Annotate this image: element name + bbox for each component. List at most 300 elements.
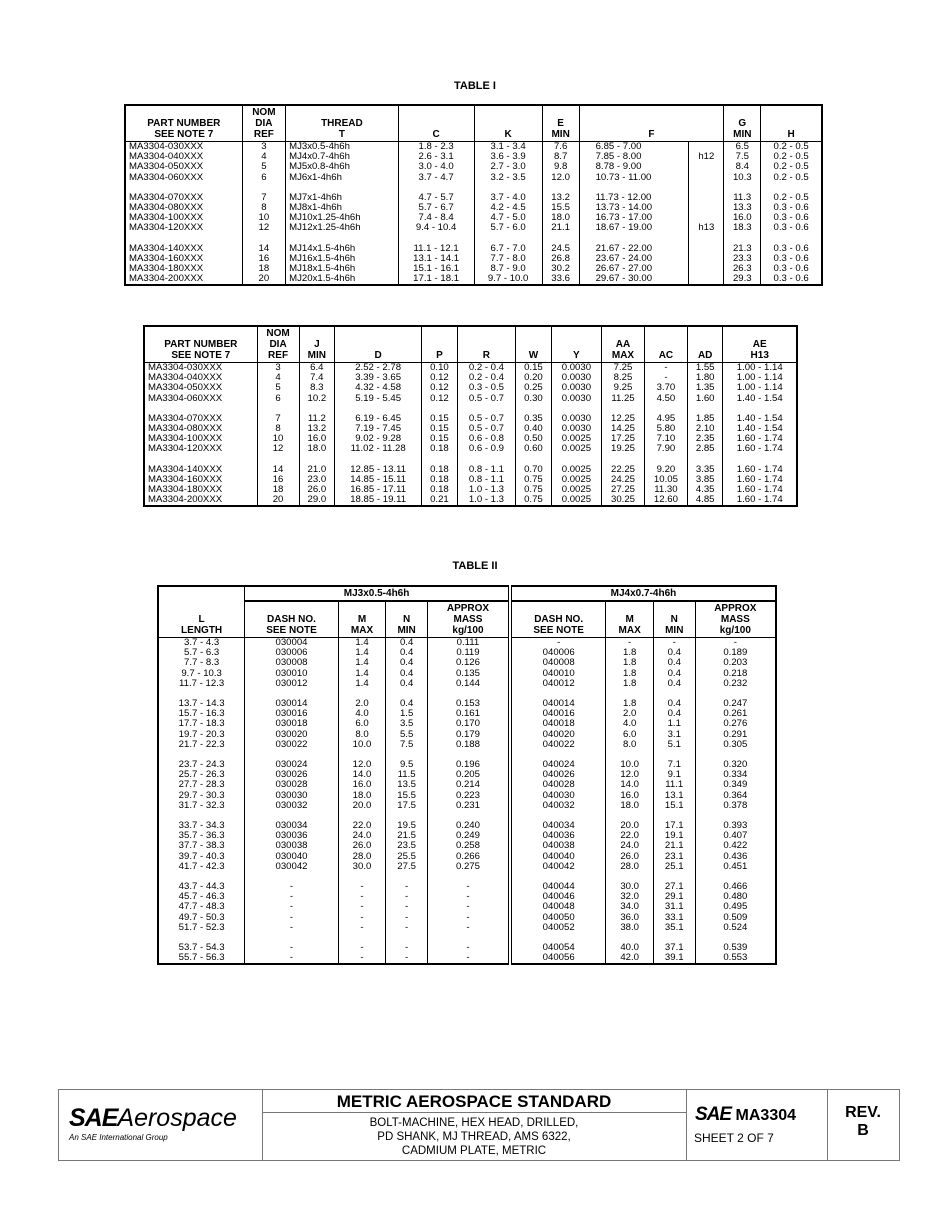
f-value: 16.73 - 17.00 (579, 213, 689, 223)
dash-no-mj4: 040016 (510, 709, 606, 719)
n-min-mj3: - (386, 943, 428, 953)
g-min: 18.3 (724, 223, 761, 233)
m-max-mj3: 22.0 (338, 821, 386, 831)
m-max-mj3: 1.4 (338, 669, 386, 679)
ac-value: - (644, 373, 687, 383)
n-min-mj3: - (386, 913, 428, 923)
title-cell (262, 1090, 687, 1160)
w-value: 0.20 (516, 373, 552, 383)
ae-h13: 1.60 - 1.74 (723, 475, 797, 485)
dash-no-mj3: 030040 (245, 852, 339, 862)
aerospace-logo-text: Aerospace (117, 1104, 237, 1132)
k-value: 9.7 - 10.0 (474, 274, 542, 285)
ad-value: 1.60 (687, 394, 723, 404)
mass-mj4: 0.349 (695, 780, 776, 790)
dash-no-mj4: 040050 (510, 913, 606, 923)
dash-no-mj3: - (245, 882, 339, 892)
r-value: 0.2 - 0.4 (457, 373, 515, 383)
mass-mj4: - (695, 638, 776, 649)
h-value: 0.3 - 0.6 (761, 254, 822, 264)
ae-h13: 1.00 - 1.14 (723, 383, 797, 393)
nom-dia: 6 (257, 394, 299, 404)
length: 27.7 - 28.3 (158, 780, 245, 790)
mass-mj3: 0.205 (428, 770, 510, 780)
mass-mj3: - (428, 953, 510, 964)
d-value: 2.52 - 2.78 (335, 363, 422, 374)
n-min-mj4: 3.1 (653, 730, 695, 740)
m-max-mj4: 34.0 (606, 902, 654, 912)
y-value: 0.0030 (551, 383, 601, 393)
table-row (125, 254, 822, 264)
thread: MJ7x1-4h6h (286, 193, 399, 203)
column-header: J MIN (299, 326, 335, 363)
dash-no-mj4: 040040 (510, 852, 606, 862)
ae-h13: 1.60 - 1.74 (723, 485, 797, 495)
mass-mj4: 0.305 (695, 740, 776, 750)
nom-dia: 14 (257, 465, 299, 475)
m-max-mj3: - (338, 913, 386, 923)
g-min: 8.4 (724, 162, 761, 172)
p-value: 0.15 (422, 424, 458, 434)
c-value: 1.8 - 2.3 (398, 142, 474, 153)
h-value: 0.3 - 0.6 (761, 223, 822, 233)
column-header: K (474, 105, 542, 142)
column-header: AA MAX (602, 326, 645, 363)
dash-no-mj4: 040056 (510, 953, 606, 964)
nom-dia: 8 (257, 424, 299, 434)
column-header: AD (687, 326, 723, 363)
k-value: 3.1 - 3.4 (474, 142, 542, 153)
column-header: H (761, 105, 822, 142)
n-min-mj3: 23.5 (386, 841, 428, 851)
f-tolerance (689, 203, 724, 213)
r-value: 1.0 - 1.3 (457, 495, 515, 506)
table-1-part-2 (143, 325, 798, 507)
f-value: 11.73 - 12.00 (579, 193, 689, 203)
f-tolerance (689, 264, 724, 274)
h-value: 0.3 - 0.6 (761, 264, 822, 274)
mass-mj4: 0.509 (695, 913, 776, 923)
h-value: 0.2 - 0.5 (761, 152, 822, 162)
aa-max: 11.25 (602, 394, 645, 404)
n-min-mj3: 9.5 (386, 760, 428, 770)
part-number: MA3304-140XXX (125, 244, 242, 254)
mass-mj4: 0.364 (695, 791, 776, 801)
p-value: 0.15 (422, 434, 458, 444)
nom-dia: 16 (257, 475, 299, 485)
n-min-mj3: 25.5 (386, 852, 428, 862)
c-value: 7.4 - 8.4 (398, 213, 474, 223)
n-min-mj3: 19.5 (386, 821, 428, 831)
d-value: 16.85 - 17.11 (335, 485, 422, 495)
n-min-mj3: - (386, 882, 428, 892)
nom-dia: 3 (257, 363, 299, 374)
nom-dia: 5 (257, 383, 299, 393)
m-max-mj4: 22.0 (606, 831, 654, 841)
d-value: 3.39 - 3.65 (335, 373, 422, 383)
m-max-mj3: 30.0 (338, 862, 386, 872)
mass-mj3: 0.275 (428, 862, 510, 872)
dash-no-mj4: 040022 (510, 740, 606, 750)
mass-mj4: 0.276 (695, 719, 776, 729)
n-min-mj3: - (386, 892, 428, 902)
y-value: 0.0025 (551, 485, 601, 495)
mass-mj4: 0.466 (695, 882, 776, 892)
nom-dia: 18 (257, 485, 299, 495)
n-min-mj4: 19.1 (653, 831, 695, 841)
g-min: 11.3 (724, 193, 761, 203)
mass-mj3: - (428, 923, 510, 933)
mass-mj4: 0.422 (695, 841, 776, 851)
m-max-mj4: 1.8 (606, 658, 654, 668)
dash-no-mj3: 030010 (245, 669, 339, 679)
f-value: 26.67 - 27.00 (579, 264, 689, 274)
dash-no-mj4: 040048 (510, 902, 606, 912)
ac-value: 3.70 (644, 383, 687, 393)
m-max-mj3: 1.4 (338, 638, 386, 649)
ad-value: 1.55 (687, 363, 723, 374)
mass-mj4: 0.553 (695, 953, 776, 964)
n-min-mj3: - (386, 953, 428, 964)
table-row (125, 173, 822, 183)
m-max-mj3: 26.0 (338, 841, 386, 851)
j-min: 10.2 (299, 394, 335, 404)
w-value: 0.70 (516, 465, 552, 475)
dash-no-mj4: 040036 (510, 831, 606, 841)
ad-value: 4.35 (687, 485, 723, 495)
k-value: 3.7 - 4.0 (474, 193, 542, 203)
column-header: APPROX MASS kg/100 (695, 601, 776, 638)
h-value: 0.3 - 0.6 (761, 244, 822, 254)
mass-mj4: 0.189 (695, 648, 776, 658)
ac-value: 4.95 (644, 414, 687, 424)
n-min-mj4: - (653, 638, 695, 649)
m-max-mj3: 1.4 (338, 679, 386, 689)
k-value: 5.7 - 6.0 (474, 223, 542, 233)
dash-no-mj3: 030026 (245, 770, 339, 780)
n-min-mj4: 7.1 (653, 760, 695, 770)
length: 23.7 - 24.3 (158, 760, 245, 770)
p-value: 0.18 (422, 475, 458, 485)
thread: MJ4x0.7-4h6h (286, 152, 399, 162)
m-max-mj4: 36.0 (606, 913, 654, 923)
length: 19.7 - 20.3 (158, 730, 245, 740)
g-min: 13.3 (724, 203, 761, 213)
d-value: 6.19 - 6.45 (335, 414, 422, 424)
mass-mj3: 0.188 (428, 740, 510, 750)
mass-mj3: 0.179 (428, 730, 510, 740)
m-max-mj4: 20.0 (606, 821, 654, 831)
dash-no-mj3: 030008 (245, 658, 339, 668)
sheet-number: SHEET 2 OF 7 (694, 1131, 774, 1145)
column-header: C (398, 105, 474, 142)
m-max-mj4: 38.0 (606, 923, 654, 933)
k-value: 4.7 - 5.0 (474, 213, 542, 223)
f-value: 10.73 - 11.00 (579, 173, 689, 183)
e-min: 26.8 (542, 254, 579, 264)
k-value: 3.2 - 3.5 (474, 173, 542, 183)
d-value: 9.02 - 9.28 (335, 434, 422, 444)
dash-no-mj3: - (245, 943, 339, 953)
j-min: 8.3 (299, 383, 335, 393)
k-value: 4.2 - 4.5 (474, 203, 542, 213)
j-min: 7.4 (299, 373, 335, 383)
n-min-mj4: 17.1 (653, 821, 695, 831)
ad-value: 4.85 (687, 495, 723, 506)
column-header: PART NUMBER SEE NOTE 7 (144, 326, 257, 363)
aa-max: 12.25 (602, 414, 645, 424)
e-min: 18.0 (542, 213, 579, 223)
mass-mj4: 0.320 (695, 760, 776, 770)
d-value: 14.85 - 15.11 (335, 475, 422, 485)
c-value: 3.7 - 4.7 (398, 173, 474, 183)
length: 47.7 - 48.3 (158, 902, 245, 912)
part-number: MA3304-120XXX (144, 444, 257, 454)
m-max-mj4: 8.0 (606, 740, 654, 750)
part-number: MA3304-030XXX (125, 142, 242, 153)
n-min-mj4: 23.1 (653, 852, 695, 862)
dash-no-mj4: 040018 (510, 719, 606, 729)
dash-no-mj4: 040024 (510, 760, 606, 770)
mass-mj3: 0.258 (428, 841, 510, 851)
mass-mj3: 0.266 (428, 852, 510, 862)
aa-max: 8.25 (602, 373, 645, 383)
e-min: 21.1 (542, 223, 579, 233)
aa-max: 19.25 (602, 444, 645, 454)
f-value: 23.67 - 24.00 (579, 254, 689, 264)
mass-mj4: 0.451 (695, 862, 776, 872)
length: 29.7 - 30.3 (158, 791, 245, 801)
g-min: 7.5 (724, 152, 761, 162)
r-value: 0.8 - 1.1 (457, 465, 515, 475)
y-value: 0.0030 (551, 414, 601, 424)
m-max-mj3: 1.4 (338, 658, 386, 668)
ae-h13: 1.60 - 1.74 (723, 495, 797, 506)
k-value: 3.6 - 3.9 (474, 152, 542, 162)
mass-mj3: - (428, 892, 510, 902)
part-number: MA3304-060XXX (144, 394, 257, 404)
thread: MJ3x0.5-4h6h (286, 142, 399, 153)
e-min: 33.6 (542, 274, 579, 285)
length: 35.7 - 36.3 (158, 831, 245, 841)
column-header: L LENGTH (158, 601, 245, 638)
y-value: 0.0030 (551, 424, 601, 434)
c-value: 11.1 - 12.1 (398, 244, 474, 254)
thread: MJ6x1-4h6h (286, 173, 399, 183)
dash-no-mj3: 030006 (245, 648, 339, 658)
p-value: 0.12 (422, 383, 458, 393)
f-value: 8.78 - 9.00 (579, 162, 689, 172)
mass-mj4: 0.539 (695, 943, 776, 953)
part-number: MA3304-070XXX (144, 414, 257, 424)
m-max-mj3: 8.0 (338, 730, 386, 740)
c-value: 9.4 - 10.4 (398, 223, 474, 233)
n-min-mj4: 15.1 (653, 801, 695, 811)
part-number: MA3304-080XXX (144, 424, 257, 434)
mass-mj3: 0.223 (428, 791, 510, 801)
f-value: 18.67 - 19.00 (579, 223, 689, 233)
nom-dia: 4 (257, 373, 299, 383)
ac-value: 4.50 (644, 394, 687, 404)
length: 11.7 - 12.3 (158, 679, 245, 689)
header-blank (158, 586, 245, 601)
ae-h13: 1.40 - 1.54 (723, 394, 797, 404)
nom-dia: 10 (257, 434, 299, 444)
mass-mj3: 0.153 (428, 699, 510, 709)
table-row (125, 274, 822, 285)
group-header-mj4: MJ4x0.7-4h6h (510, 586, 776, 601)
c-value: 5.7 - 6.7 (398, 203, 474, 213)
dash-no-mj4: 040012 (510, 679, 606, 689)
nom-dia: 8 (242, 203, 286, 213)
f-tolerance (689, 193, 724, 203)
g-min: 23.3 (724, 254, 761, 264)
j-min: 11.2 (299, 414, 335, 424)
length: 43.7 - 44.3 (158, 882, 245, 892)
n-min-mj4: 1.1 (653, 719, 695, 729)
thread: MJ8x1-4h6h (286, 203, 399, 213)
nom-dia: 6 (242, 173, 286, 183)
mass-mj4: 0.218 (695, 669, 776, 679)
part-number: MA3304-140XXX (144, 465, 257, 475)
c-value: 2.6 - 3.1 (398, 152, 474, 162)
mass-mj3: - (428, 902, 510, 912)
m-max-mj3: 18.0 (338, 791, 386, 801)
m-max-mj3: 14.0 (338, 770, 386, 780)
mass-mj4: 0.261 (695, 709, 776, 719)
column-header: NOM DIA REF (242, 105, 286, 142)
ae-h13: 1.60 - 1.74 (723, 465, 797, 475)
dash-no-mj3: - (245, 902, 339, 912)
d-value: 5.19 - 5.45 (335, 394, 422, 404)
p-value: 0.18 (422, 485, 458, 495)
c-value: 17.1 - 18.1 (398, 274, 474, 285)
f-value: 29.67 - 30.00 (579, 274, 689, 285)
logo-tagline: An SAE International Group (69, 1133, 168, 1142)
j-min: 21.0 (299, 465, 335, 475)
table-row (125, 142, 822, 153)
thread: MJ16x1.5-4h6h (286, 254, 399, 264)
dash-no-mj4: 040032 (510, 801, 606, 811)
n-min-mj3: 17.5 (386, 801, 428, 811)
nom-dia: 12 (257, 444, 299, 454)
w-value: 0.75 (516, 475, 552, 485)
mass-mj3: 0.196 (428, 760, 510, 770)
nom-dia: 4 (242, 152, 286, 162)
r-value: 0.5 - 0.7 (457, 394, 515, 404)
h-value: 0.3 - 0.6 (761, 274, 822, 285)
table-row (125, 223, 822, 233)
y-value: 0.0030 (551, 363, 601, 374)
mass-mj4: 0.480 (695, 892, 776, 902)
dash-no-mj3: 030038 (245, 841, 339, 851)
part-number: MA3304-070XXX (125, 193, 242, 203)
j-min: 16.0 (299, 434, 335, 444)
w-value: 0.30 (516, 394, 552, 404)
m-max-mj3: - (338, 882, 386, 892)
n-min-mj4: 0.4 (653, 699, 695, 709)
part-number: MA3304-050XXX (125, 162, 242, 172)
dash-no-mj3: 030036 (245, 831, 339, 841)
m-max-mj3: - (338, 943, 386, 953)
f-tolerance (689, 173, 724, 183)
n-min-mj4: 0.4 (653, 709, 695, 719)
length: 15.7 - 16.3 (158, 709, 245, 719)
y-value: 0.0025 (551, 444, 601, 454)
y-value: 0.0025 (551, 434, 601, 444)
document-number: MA3304 (735, 1107, 797, 1124)
c-value: 3.0 - 4.0 (398, 162, 474, 172)
m-max-mj4: 6.0 (606, 730, 654, 740)
m-max-mj4: 16.0 (606, 791, 654, 801)
table-row (158, 923, 776, 933)
dash-no-mj4: 040046 (510, 892, 606, 902)
n-min-mj4: 0.4 (653, 648, 695, 658)
e-min: 7.6 (542, 142, 579, 153)
dash-no-mj4: 040008 (510, 658, 606, 668)
e-min: 24.5 (542, 244, 579, 254)
sae-aerospace-logo (69, 1104, 237, 1133)
table-row (158, 862, 776, 872)
mass-mj4: 0.378 (695, 801, 776, 811)
column-header: DASH NO. SEE NOTE (245, 601, 339, 638)
nom-dia: 12 (242, 223, 286, 233)
mass-mj4: 0.436 (695, 852, 776, 862)
sae-small-logo: SAE (695, 1104, 732, 1125)
length: 45.7 - 46.3 (158, 892, 245, 902)
length: 55.7 - 56.3 (158, 953, 245, 964)
ad-value: 1.80 (687, 373, 723, 383)
ad-value: 2.10 (687, 424, 723, 434)
mass-mj4: 0.247 (695, 699, 776, 709)
dash-no-mj3: 030016 (245, 709, 339, 719)
column-header: P (422, 326, 458, 363)
ac-value: 10.05 (644, 475, 687, 485)
m-max-mj3: - (338, 953, 386, 964)
part-number: MA3304-180XXX (125, 264, 242, 274)
ae-h13: 1.00 - 1.14 (723, 363, 797, 374)
table-row (125, 162, 822, 172)
part-number: MA3304-080XXX (125, 203, 242, 213)
mass-mj3: 0.126 (428, 658, 510, 668)
length: 5.7 - 6.3 (158, 648, 245, 658)
m-max-mj3: 2.0 (338, 699, 386, 709)
dash-no-mj4: 040044 (510, 882, 606, 892)
length: 3.7 - 4.3 (158, 638, 245, 649)
length: 37.7 - 38.3 (158, 841, 245, 851)
m-max-mj3: 16.0 (338, 780, 386, 790)
dash-no-mj3: 030022 (245, 740, 339, 750)
e-min: 12.0 (542, 173, 579, 183)
n-min-mj4: 0.4 (653, 669, 695, 679)
nom-dia: 16 (242, 254, 286, 264)
r-value: 0.5 - 0.7 (457, 424, 515, 434)
nom-dia: 5 (242, 162, 286, 172)
dash-no-mj4: 040010 (510, 669, 606, 679)
y-value: 0.0030 (551, 373, 601, 383)
part-number: MA3304-160XXX (144, 475, 257, 485)
column-header: N MIN (653, 601, 695, 638)
r-value: 0.2 - 0.4 (457, 363, 515, 374)
p-value: 0.10 (422, 363, 458, 374)
p-value: 0.15 (422, 414, 458, 424)
table-row (125, 203, 822, 213)
m-max-mj4: 2.0 (606, 709, 654, 719)
ac-value: 11.30 (644, 485, 687, 495)
ae-h13: 1.40 - 1.54 (723, 414, 797, 424)
thread: MJ12x1.25-4h6h (286, 223, 399, 233)
mass-mj4: 0.393 (695, 821, 776, 831)
